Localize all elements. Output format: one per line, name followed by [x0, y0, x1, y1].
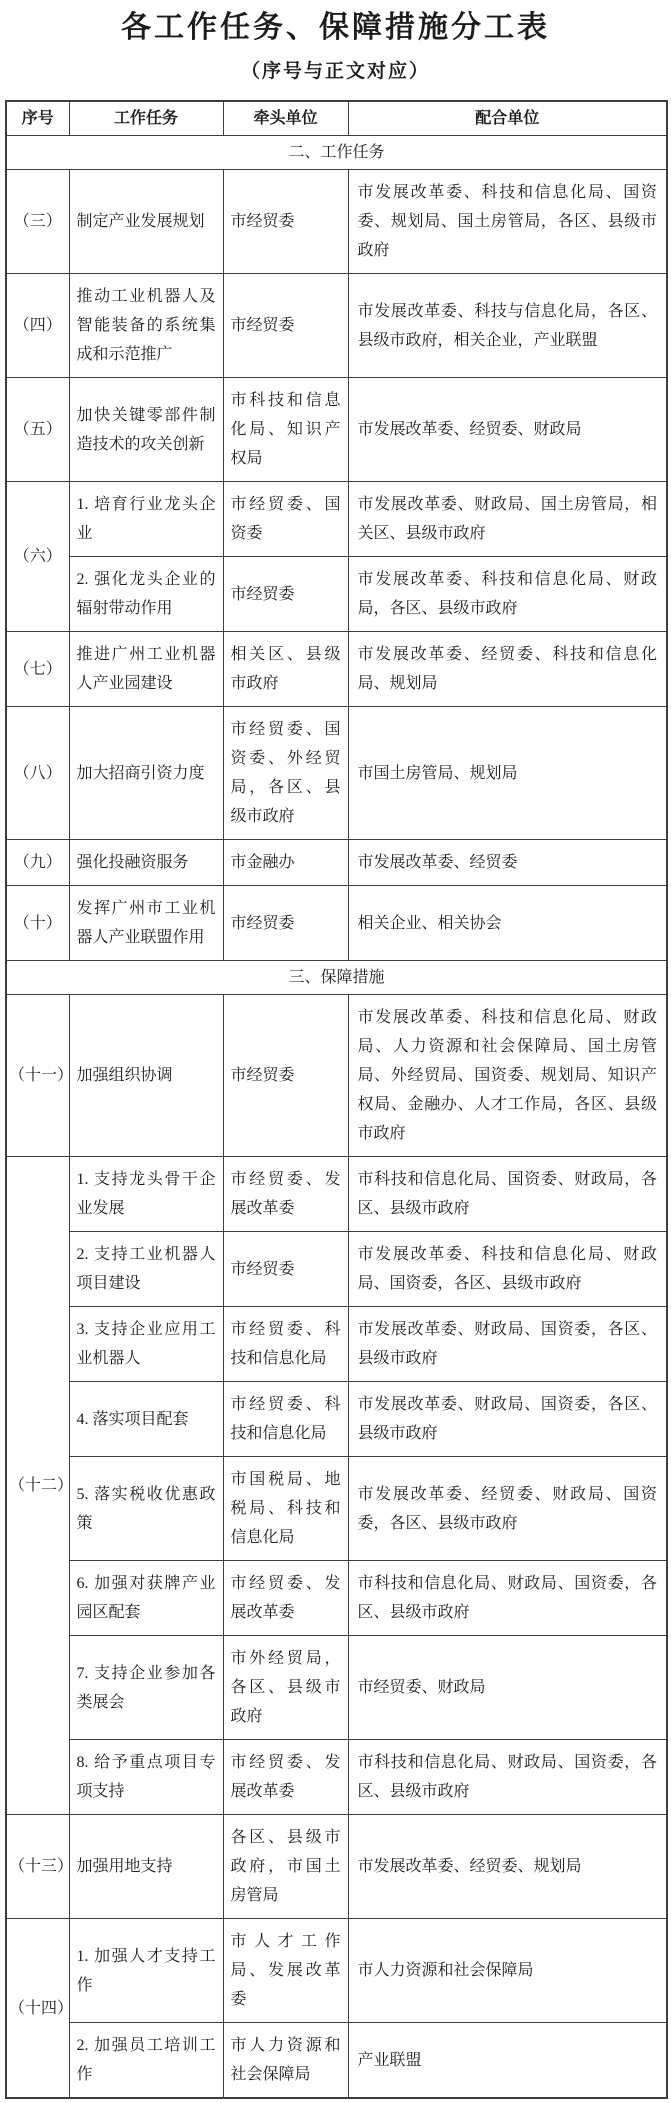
header-cell-task: 工作任务 — [69, 101, 223, 136]
lead-unit-cell: 市金融办 — [223, 840, 348, 886]
task-cell: 2. 强化龙头企业的辐射带动作用 — [69, 557, 223, 632]
table-row — [6, 170, 667, 274]
task-cell: 推进广州工业机器人产业园建设 — [69, 632, 223, 707]
lead-unit-cell: 市经贸委、发展改革委 — [223, 1157, 348, 1232]
coop-unit-cell: 市发展改革委、财政局、国资委，各区、县级市政府 — [348, 1307, 667, 1382]
coop-unit-cell: 市发展改革委、财政局、国土房管局，相关区、县级市政府 — [348, 482, 667, 557]
table-row — [6, 1307, 667, 1382]
row-number-cell: （三） — [6, 170, 69, 274]
task-cell: 8. 给予重点项目专项支持 — [69, 1740, 223, 1815]
lead-unit-cell: 市经贸委、科技和信息化局 — [223, 1307, 348, 1382]
table-row — [6, 707, 667, 840]
table-row — [6, 557, 667, 632]
lead-unit-cell: 市经贸委、发展改革委 — [223, 1561, 348, 1636]
task-cell: 6. 加强对获牌产业园区配套 — [69, 1561, 223, 1636]
lead-unit-cell: 市经贸委 — [223, 274, 348, 378]
header-cell-coop: 配合单位 — [348, 101, 667, 136]
lead-unit-cell: 市科技和信息化局、知识产权局 — [223, 378, 348, 482]
lead-unit-cell: 市经贸委、国资委 — [223, 482, 348, 557]
section-label: 二、工作任务 — [6, 136, 667, 170]
coop-unit-cell: 产业联盟 — [348, 2023, 667, 2099]
table-row — [6, 1815, 667, 1919]
coop-unit-cell: 相关企业、相关协会 — [348, 886, 667, 961]
task-cell: 发挥广州市工业机器人产业联盟作用 — [69, 886, 223, 961]
task-cell: 4. 落实项目配套 — [69, 1382, 223, 1457]
coop-unit-cell: 市发展改革委、经贸委、科技和信息化局、规划局 — [348, 632, 667, 707]
table-row — [6, 2023, 667, 2099]
table-row — [6, 274, 667, 378]
table-row — [6, 378, 667, 482]
task-cell: 7. 支持企业参加各类展会 — [69, 1636, 223, 1740]
section-row — [6, 961, 667, 995]
table-row — [6, 1157, 667, 1232]
table-row — [6, 1919, 667, 2023]
row-number-cell: （十一） — [6, 995, 69, 1157]
task-cell: 1. 支持龙头骨干企业发展 — [69, 1157, 223, 1232]
coop-unit-cell: 市经贸委、财政局 — [348, 1636, 667, 1740]
table-row — [6, 1457, 667, 1561]
lead-unit-cell: 市经贸委 — [223, 557, 348, 632]
coop-unit-cell: 市发展改革委、经贸委、规划局 — [348, 1815, 667, 1919]
row-number-cell: （五） — [6, 378, 69, 482]
division-table — [5, 100, 668, 2099]
row-number-cell: （十四） — [6, 1919, 69, 2099]
task-cell: 强化投融资服务 — [69, 840, 223, 886]
lead-unit-cell: 相关区、县级市政府 — [223, 632, 348, 707]
lead-unit-cell: 市经贸委 — [223, 1232, 348, 1307]
table-row — [6, 840, 667, 886]
lead-unit-cell: 市经贸委、国资委、外经贸局，各区、县级市政府 — [223, 707, 348, 840]
section-row — [6, 136, 667, 170]
task-cell: 3. 支持企业应用工业机器人 — [69, 1307, 223, 1382]
coop-unit-cell: 市发展改革委、科技和信息化局、国资委、规划局、国土房管局，各区、县级市政府 — [348, 170, 667, 274]
task-cell: 2. 支持工业机器人项目建设 — [69, 1232, 223, 1307]
coop-unit-cell: 市发展改革委、经贸委 — [348, 840, 667, 886]
document-subtitle: （序号与正文对应） — [240, 61, 430, 82]
header-row — [6, 101, 667, 136]
coop-unit-cell: 市发展改革委、科技和信息化局、财政局、国资委，各区、县级市政府 — [348, 1232, 667, 1307]
task-cell: 加强组织协调 — [69, 995, 223, 1157]
task-cell: 5. 落实税收优惠政策 — [69, 1457, 223, 1561]
lead-unit-cell: 市人力资源和社会保障局 — [223, 2023, 348, 2099]
coop-unit-cell: 市发展改革委、财政局、国资委，各区、县级市政府 — [348, 1382, 667, 1457]
task-cell: 加强用地支持 — [69, 1815, 223, 1919]
table-row — [6, 886, 667, 961]
coop-unit-cell: 市发展改革委、经贸委、财政局、国资委，各区、县级市政府 — [348, 1457, 667, 1561]
header-cell-lead: 牵头单位 — [223, 101, 348, 136]
coop-unit-cell: 市发展改革委、科技和信息化局、财政局、人力资源和社会保障局、国土房管局、外经贸局、国资委、规划局、知识产权局、金融办、人才工作局，各区、县级市政府 — [348, 995, 667, 1157]
lead-unit-cell: 市国税局、地税局、科技和信息化局 — [223, 1457, 348, 1561]
document-title: 各工作任务、保障措施分工表 — [121, 11, 550, 44]
table-body — [6, 136, 667, 2099]
task-cell: 1. 加强人才支持工作 — [69, 1919, 223, 2023]
task-cell: 推动工业机器人及智能装备的系统集成和示范推广 — [69, 274, 223, 378]
lead-unit-cell: 市外经贸局，各区、县级市政府 — [223, 1636, 348, 1740]
row-number-cell: （八） — [6, 707, 69, 840]
table-row — [6, 1636, 667, 1740]
row-number-cell: （七） — [6, 632, 69, 707]
lead-unit-cell: 市经贸委 — [223, 170, 348, 274]
table-row — [6, 995, 667, 1157]
header-cell-number: 序号 — [6, 101, 69, 136]
coop-unit-cell: 市发展改革委、科技和信息化局、财政局，各区、县级市政府 — [348, 557, 667, 632]
task-cell: 加快关键零部件制造技术的攻关创新 — [69, 378, 223, 482]
lead-unit-cell: 市经贸委、发展改革委 — [223, 1740, 348, 1815]
table-row — [6, 632, 667, 707]
coop-unit-cell: 市人力资源和社会保障局 — [348, 1919, 667, 2023]
lead-unit-cell: 市经贸委、科技和信息化局 — [223, 1382, 348, 1457]
coop-unit-cell: 市科技和信息化局、国资委、财政局，各区、县级市政府 — [348, 1157, 667, 1232]
row-number-cell: （十三） — [6, 1815, 69, 1919]
lead-unit-cell: 市经贸委 — [223, 886, 348, 961]
table-row — [6, 1561, 667, 1636]
table-row — [6, 482, 667, 557]
task-cell: 1. 培育行业龙头企业 — [69, 482, 223, 557]
row-number-cell: （九） — [6, 840, 69, 886]
table-row — [6, 1232, 667, 1307]
coop-unit-cell: 市科技和信息化局、财政局、国资委，各区、县级市政府 — [348, 1740, 667, 1815]
row-number-cell: （四） — [6, 274, 69, 378]
table-row — [6, 1740, 667, 1815]
task-cell: 制定产业发展规划 — [69, 170, 223, 274]
row-number-cell: （十二） — [6, 1157, 69, 1815]
task-cell: 加大招商引资力度 — [69, 707, 223, 840]
lead-unit-cell: 市人才工作局、发展改革委 — [223, 1919, 348, 2023]
lead-unit-cell: 各区、县级市政府，市国土房管局 — [223, 1815, 348, 1919]
lead-unit-cell: 市经贸委 — [223, 995, 348, 1157]
task-cell: 2. 加强员工培训工作 — [69, 2023, 223, 2099]
row-number-cell: （六） — [6, 482, 69, 632]
section-label: 三、保障措施 — [6, 961, 667, 995]
coop-unit-cell: 市科技和信息化局、财政局、国资委，各区、县级市政府 — [348, 1561, 667, 1636]
coop-unit-cell: 市发展改革委、科技与信息化局，各区、县级市政府，相关企业，产业联盟 — [348, 274, 667, 378]
table-row — [6, 1382, 667, 1457]
coop-unit-cell: 市发展改革委、经贸委、财政局 — [348, 378, 667, 482]
coop-unit-cell: 市国土房管局、规划局 — [348, 707, 667, 840]
row-number-cell: （十） — [6, 886, 69, 961]
